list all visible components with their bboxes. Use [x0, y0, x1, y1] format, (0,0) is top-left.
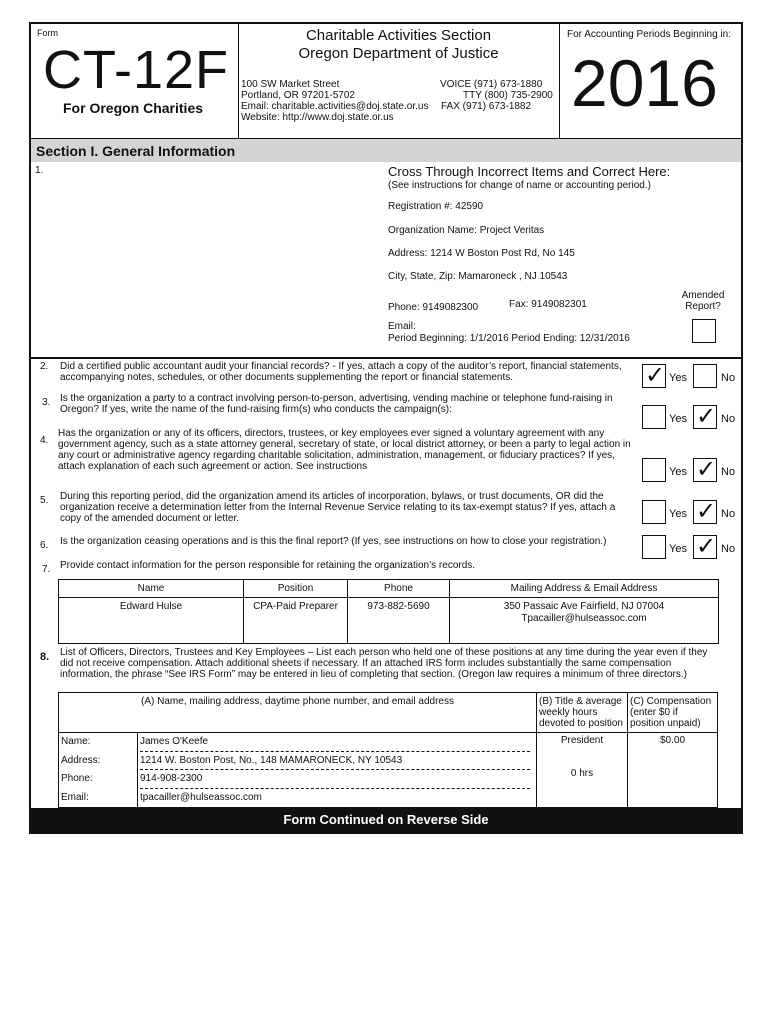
no-label: No [721, 508, 736, 520]
question-8-text: List of Officers, Directors, Trustees and Key Employees – List each person who held one of these positions at any time during the year even if they did not receive compensation. Attach additional sheets if necessary. If an attached IRS form includes substantially the same compensation information, the phrase “See IRS Form” may be entered in lieu of completing that section. (Oregon law requires a minimum of three directors.) [60, 647, 708, 680]
yes-checkbox[interactable] [642, 500, 666, 524]
cross-through-title: Cross Through Incorrect Items and Correct Here: [388, 164, 671, 179]
organization-address: Address: 1214 W Boston Post Rd, No 145 [388, 248, 575, 259]
officer-values [138, 733, 536, 807]
period-label: For Accounting Periods Beginning in: [567, 29, 731, 40]
question-number: 5. [40, 495, 49, 506]
question-number: 6. [40, 540, 49, 551]
organization-fax: Fax: 9149082301 [509, 299, 587, 310]
phone-label: Phone: [61, 773, 93, 784]
column-header: Position [244, 580, 348, 598]
item1-number: 1. [35, 165, 44, 176]
no-checkbox[interactable] [693, 497, 717, 525]
contact-address: 350 Passaic Ave Fairfield, NJ 07004 [503, 601, 665, 612]
contact-address-cell [450, 598, 719, 644]
dept-website[interactable]: Website: http://www.doj.state.or.us [241, 112, 394, 123]
officer-hours: 0 hrs [570, 768, 594, 779]
registration-number: Registration #: 42590 [388, 201, 484, 212]
form-year: 2016 [571, 46, 718, 120]
ct12f-form [29, 22, 743, 834]
no-label: No [721, 466, 736, 478]
fax-phone: FAX (971) 673-1882 [441, 101, 532, 112]
cross-through-note: (See instructions for change of name or accounting period.) [388, 180, 651, 191]
officers-table [58, 692, 718, 808]
section-title: Section I. General Information [36, 143, 236, 159]
records-contact-table [58, 579, 719, 644]
yes-label: Yes [669, 413, 687, 425]
email-label: Email: [61, 791, 89, 803]
no-label: No [721, 372, 736, 384]
question-8-number: 8. [40, 651, 50, 663]
amended-label: Amended Report? [681, 290, 725, 312]
officer-title-cell [537, 733, 628, 808]
no-checkbox[interactable] [693, 455, 717, 483]
question-text: Is the organization a party to a contract involving person-to-person, advertising, vending machine or telephone fund-raising in Oregon? If yes, write the name of the fund-raising firm(s) who conducts the campaign(s): [60, 393, 613, 415]
header-divider [559, 24, 560, 138]
section-divider [31, 357, 741, 359]
yes-label: Yes [669, 543, 687, 555]
officer-email: tpacailler@hulseassoc.com [140, 791, 262, 803]
check-icon: ✓ [645, 361, 666, 389]
organization-city: City, State, Zip: Mamaroneck , NJ 10543 [388, 271, 568, 282]
contact-phone: 973-882-5690 [348, 598, 450, 644]
officer-compensation: $0.00 [628, 733, 718, 808]
address-line1: 100 SW Market Street [241, 79, 340, 90]
check-icon: ✓ [696, 497, 717, 525]
form-number: CT-12F [43, 40, 230, 100]
organization-name: Organization Name: Project Veritas [388, 225, 545, 236]
reporting-period: Period Beginning: 1/1/2016 Period Ending: 12/31/2016 [388, 333, 630, 344]
question-text: During this reporting period, did the organization amend its articles of incorporation, bylaws, or trust documents, OR did the organization receive a determination letter from the Internal Revenue Service relating to its tax-exempt status? If yes, attach a copy of the amended document or letter. [60, 491, 616, 524]
dept-email[interactable]: Email: charitable.activities@doj.state.or.us [241, 101, 429, 112]
section-name: Charitable Activities Section [305, 27, 492, 44]
no-label: No [721, 543, 736, 555]
officer-details-cell [59, 733, 537, 808]
address-label: Address: [61, 754, 101, 766]
contact-name: Edward Hulse [59, 598, 244, 644]
yes-checkbox[interactable] [642, 405, 666, 429]
check-icon: ✓ [696, 455, 717, 483]
column-header: Name [59, 580, 244, 598]
department-name: Oregon Department of Justice [298, 45, 499, 62]
address-line2: Portland, OR 97201-5702 [241, 90, 355, 101]
name-label: Name: [61, 736, 91, 747]
no-label: No [721, 413, 736, 425]
section-header-bar [31, 138, 741, 162]
tty-phone: TTY (800) 735-2900 [463, 90, 553, 101]
officer-title: President [560, 735, 604, 746]
officer-name: James O'Keefe [140, 733, 530, 752]
yes-label: Yes [669, 466, 687, 478]
yes-checkbox[interactable] [642, 535, 666, 559]
contact-position: CPA-Paid Preparer [244, 598, 348, 644]
question-text: Has the organization or any of its officers, directors, trustees, or key employees ever signed a voluntary agreement with any government agency, such as a state attorney general, secretary of state, or local district attorney, or been a party to legal action in any court or administrative agency regarding charitable solicitation, administration, management, or fiduciary practices? If yes, attach explanation of each such agreement or action. See instructions [58, 428, 631, 472]
officer-labels [59, 733, 138, 807]
question-number: 4. [40, 435, 49, 446]
voice-phone: VOICE (971) 673-1880 [440, 79, 543, 90]
yes-label: Yes [669, 508, 687, 520]
question-number: 2. [40, 361, 49, 372]
yes-checkbox[interactable] [642, 361, 666, 389]
officer-address: 1214 W. Boston Post, No., 148 MAMARONECK, NY 10543 [140, 752, 530, 771]
column-c-header: (C) Compensation (enter $0 if position unpaid) [628, 693, 718, 733]
question-7-number: 7. [42, 564, 51, 575]
column-header: Mailing Address & Email Address [450, 580, 719, 598]
column-header: Phone [348, 580, 450, 598]
yes-checkbox[interactable] [642, 458, 666, 482]
yes-label: Yes [669, 372, 687, 384]
question-number: 3. [42, 397, 51, 408]
form-continued-banner: Form Continued on Reverse Side [31, 808, 741, 832]
question-text: Is the organization ceasing operations and is this the final report? (If yes, see instructions on how to close your registration.) [60, 536, 607, 547]
officer-phone: 914-908-2300 [140, 770, 530, 789]
organization-phone: Phone: 9149082300 [388, 302, 479, 313]
question-text: Did a certified public accountant audit your financial records? - If yes, attach a copy of the auditor’s report, financial statements, accompanying notes, schedules, or other documents supplementing the report or financial statements. [60, 361, 622, 383]
organization-email: Email: [388, 321, 416, 332]
check-icon: ✓ [696, 532, 717, 560]
form-label: Form [37, 28, 58, 38]
no-checkbox[interactable] [693, 402, 717, 430]
column-a-header: (A) Name, mailing address, daytime phone number, and email address [59, 693, 537, 733]
no-checkbox[interactable] [693, 364, 717, 388]
no-checkbox[interactable] [693, 532, 717, 560]
amended-checkbox[interactable] [692, 319, 716, 343]
contact-email: Tpacailler@hulseassoc.com [521, 613, 647, 624]
question-7-text: Provide contact information for the person responsible for retaining the organization’s records. [60, 560, 476, 571]
check-icon: ✓ [696, 402, 717, 430]
form-subtitle: For Oregon Charities [63, 100, 204, 116]
column-b-header: (B) Title & average weekly hours devoted to position [537, 693, 628, 733]
